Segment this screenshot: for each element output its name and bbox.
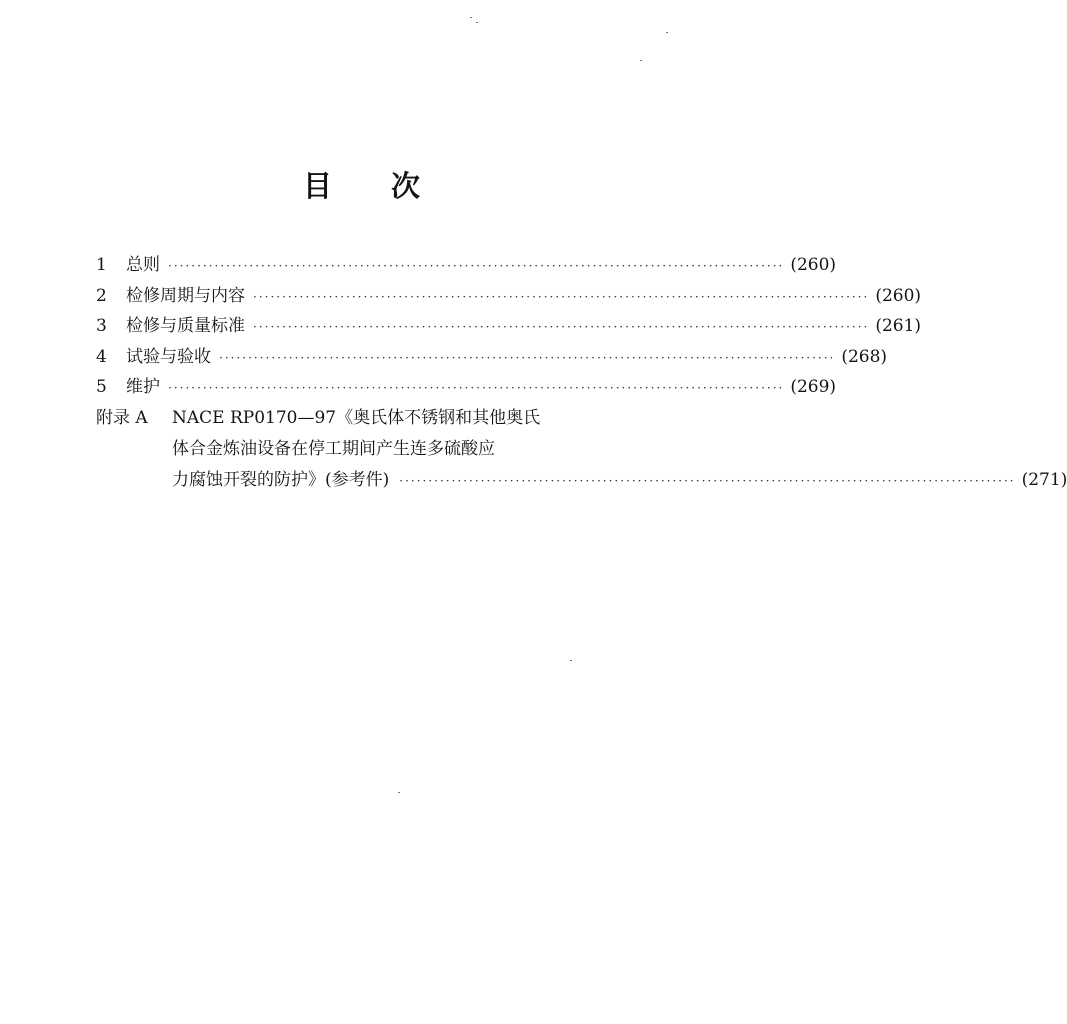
appendix-title-line-2 (172, 434, 1067, 465)
toc-entry-page: (269) (790, 377, 837, 397)
toc-entry-number: 1 (96, 255, 107, 275)
appendix-label: 附录 A (96, 407, 148, 428)
toc-entry-page: (261) (875, 316, 922, 336)
scan-speck (470, 17, 472, 18)
toc-entry-title: 维护 (126, 377, 160, 397)
appendix-title-text: 力腐蚀开裂的防护》(参考件) (172, 469, 390, 490)
toc-entry-title: 检修与质量标准 (126, 316, 245, 336)
toc-entry-3[interactable] (96, 311, 922, 342)
toc-entry-page: (268) (841, 346, 888, 367)
toc-entry-number: 2 (96, 285, 107, 306)
leader-dots (168, 259, 784, 273)
appendix-title-text: 体合金炼油设备在停工期间产生连多硫酸应 (172, 438, 495, 459)
page-title (0, 162, 724, 210)
appendix-title-line-3 (172, 465, 1067, 496)
scan-speck (570, 660, 572, 661)
scan-speck (476, 22, 478, 23)
toc-entry-4[interactable] (96, 342, 888, 373)
appendix-title (172, 403, 1067, 496)
leader-dots (253, 320, 869, 334)
toc-entry-2[interactable] (96, 281, 922, 312)
leader-dots (399, 466, 1015, 497)
toc-entry-appendix-a[interactable] (96, 403, 1067, 496)
leader-dots (168, 381, 784, 395)
toc-entry-title: 检修周期与内容 (126, 285, 245, 306)
scan-speck (640, 60, 642, 61)
toc-entry-page: (260) (790, 255, 837, 275)
leader-dots (219, 351, 835, 365)
toc-entry-number: 3 (96, 316, 107, 336)
leader-dots (253, 290, 869, 304)
toc-entry-page: (260) (875, 285, 922, 306)
toc-entry-title: 试验与验收 (126, 346, 211, 367)
title-part-2: 次 (391, 169, 422, 203)
appendix-title-text: NACE RP0170—97《奥氏体不锈钢和其他奥氏 (172, 407, 541, 428)
toc-entry-title: 总则 (126, 255, 160, 275)
table-of-contents (96, 250, 1067, 496)
scan-speck (666, 32, 668, 33)
toc-entry-1[interactable] (96, 250, 837, 281)
appendix-title-line-1 (172, 403, 1067, 434)
title-part-1: 目 (302, 169, 333, 203)
toc-entry-page: (271) (1021, 469, 1067, 490)
scan-speck (398, 792, 400, 793)
toc-entry-5[interactable] (96, 372, 837, 403)
toc-entry-number: 5 (96, 377, 107, 397)
toc-entry-number: 4 (96, 346, 107, 367)
